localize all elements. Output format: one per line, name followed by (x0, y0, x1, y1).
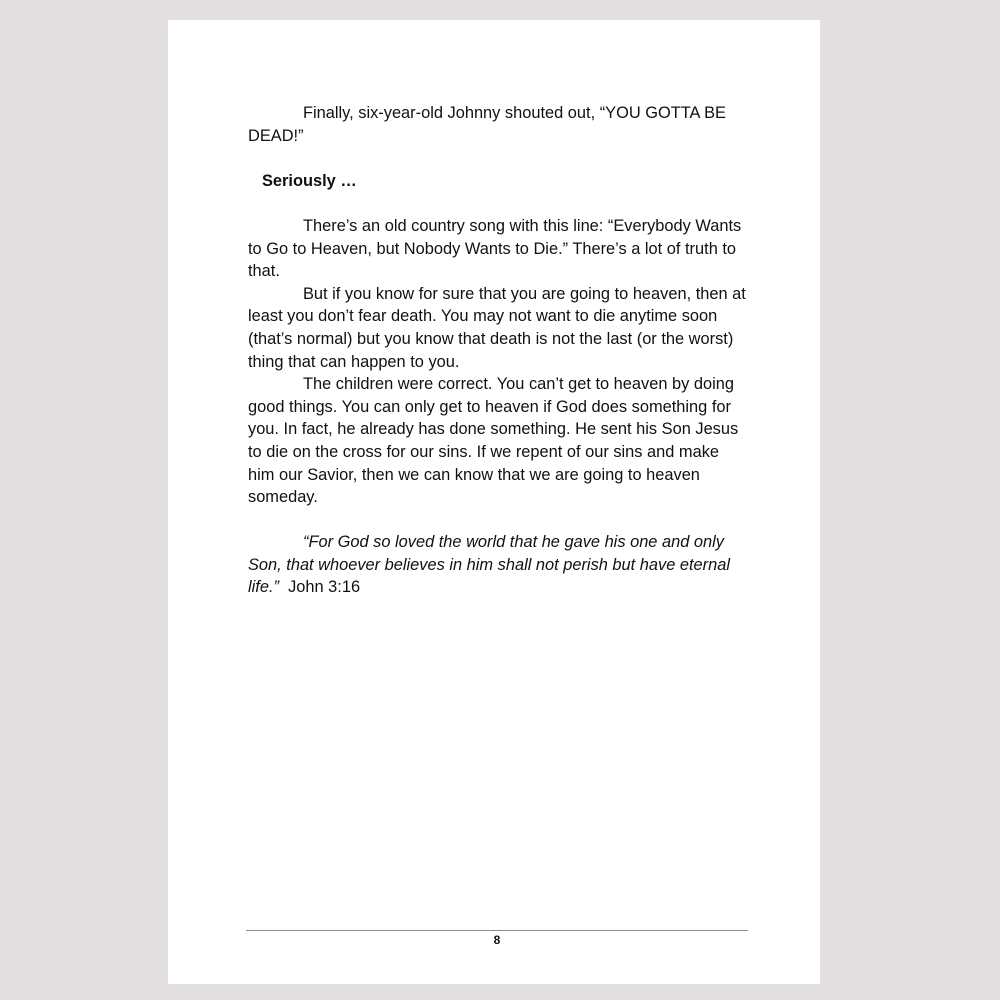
page-body (248, 102, 748, 599)
paragraph-spacer (248, 147, 748, 170)
paragraph-spacer (248, 192, 748, 215)
footer-divider (246, 930, 748, 931)
paragraph-spacer (248, 509, 748, 532)
page-number: 8 (493, 933, 501, 947)
book-page (168, 20, 820, 984)
paragraph-country-song: There’s an old country song with this line: “Everybody Wants to Go to Heaven, but Nobody Wants to Die.” There’s a lot of truth to that. (248, 216, 742, 281)
paragraph-johnny-shout: Finally, six-year-old Johnny shouted out, “YOU GOTTA BE DEAD!” (248, 104, 726, 145)
section-heading: Seriously … (262, 171, 357, 190)
paragraph-fear-death: But if you know for sure that you are going to heaven, then at least you don’t fear death. You may not want to die anytime soon (that’s normal) but you know that death is not the last (or the worst) thing that can happen to you. (248, 284, 746, 371)
bible-verse (248, 531, 748, 599)
verse-text: “For God so loved the world that he gave his one and only Son, that whoever believes in him shall not perish but have eternal life.” (248, 533, 730, 597)
paragraph-children-correct: The children were correct. You can’t get to heaven by doing good things. You can only get to heaven if God does something for you. In fact, he already has done something. He sent his Son Jesus to die on the cross for our sins. If we repent of our sins and make him our Savior, then we can know that we are going to heaven someday. (248, 375, 739, 507)
verse-reference: John 3:16 (288, 578, 361, 597)
